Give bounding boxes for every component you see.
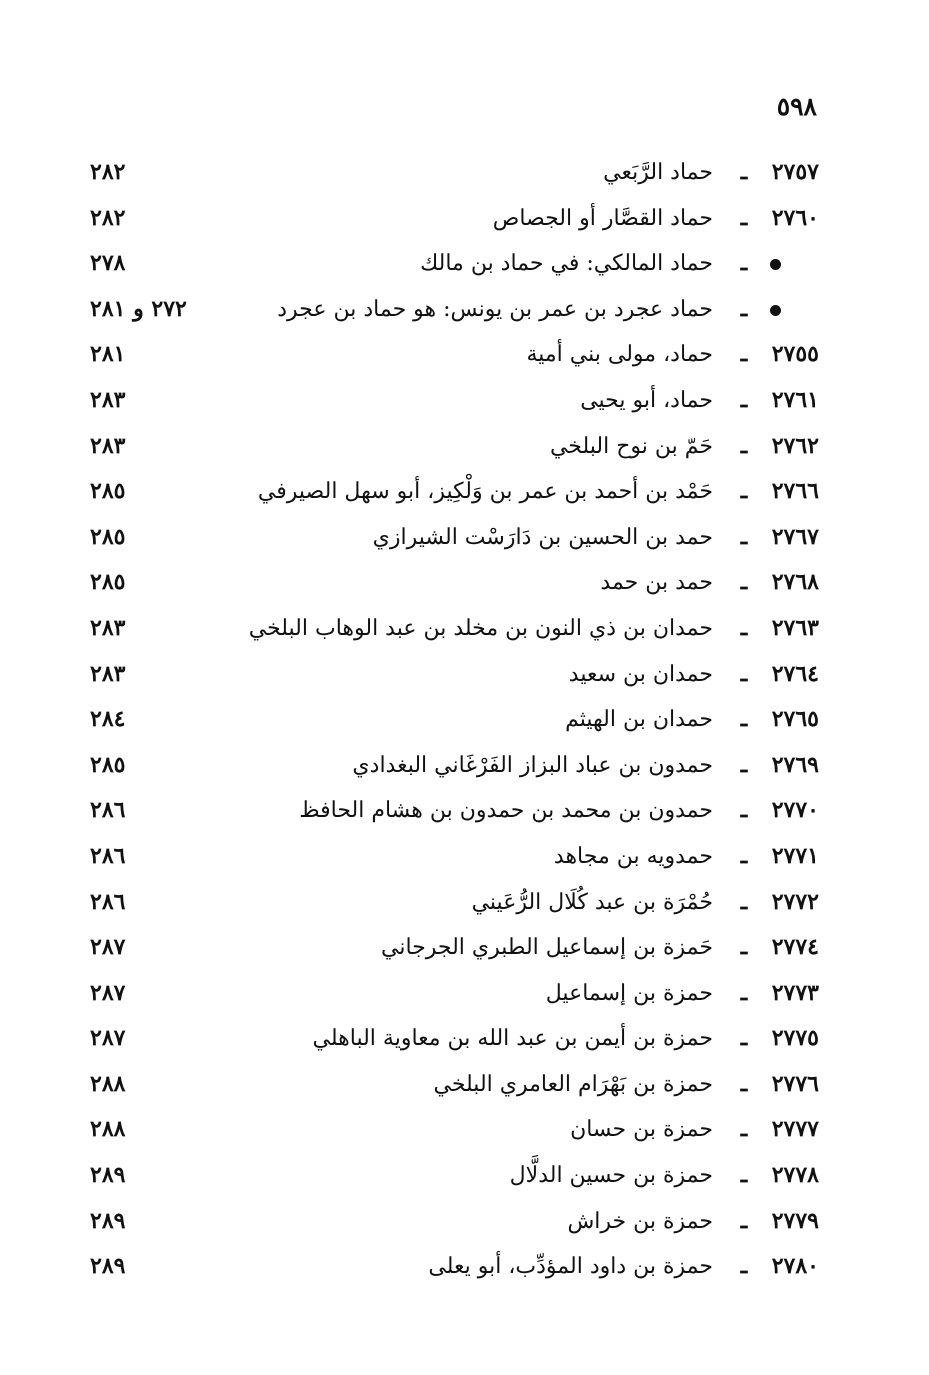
index-entry xyxy=(90,606,819,652)
entry-dash: ـ xyxy=(740,1070,748,1097)
entry-page-ref: ٢٨٦ xyxy=(90,797,126,824)
entry-number: ٢٧٧٥ xyxy=(771,1025,819,1052)
entry-number: ٢٧٦٨ xyxy=(771,569,819,596)
entry-number: ٢٧٦٣ xyxy=(771,614,819,641)
entry-name: حمدان بن ذي النون بن مخلد بن عبد الوهاب البلخي xyxy=(248,615,713,641)
entry-name: حَمزة بن إسماعيل الطبري الجرجاني xyxy=(381,935,713,961)
index-entry xyxy=(90,1199,819,1245)
bullet-icon xyxy=(770,305,781,316)
entry-number: ٢٧٧٣ xyxy=(771,979,819,1006)
entry-dash: ـ xyxy=(740,614,748,641)
index-entry xyxy=(90,925,819,971)
index-entry xyxy=(90,834,819,880)
entry-page-ref: ٢٨٧ xyxy=(90,979,126,1006)
entry-name: حمد بن حمد xyxy=(600,570,713,596)
index-entry xyxy=(90,196,819,242)
entry-name: حماد المالكي: في حماد بن مالك xyxy=(420,251,713,277)
entry-page-ref: ٢٨٣ xyxy=(90,614,126,641)
entry-number: ٢٧٧٦ xyxy=(771,1070,819,1097)
entry-name: حماد، أبو يحيى xyxy=(580,387,713,413)
entry-dash: ـ xyxy=(740,478,748,505)
entry-dash: ـ xyxy=(740,523,748,550)
entry-number: ٢٧٦٤ xyxy=(771,660,819,687)
entry-page-ref: ٢٨٦ xyxy=(90,888,126,915)
entry-dash: ـ xyxy=(740,797,748,824)
index-entry xyxy=(90,424,819,470)
entry-page-ref: ٢٧٨ xyxy=(90,250,126,277)
entry-page-ref: ٢٨٣ xyxy=(90,660,126,687)
entry-number: ٢٧٧٢ xyxy=(771,888,819,915)
index-entry xyxy=(90,332,819,378)
entry-name: حَمّ بن نوح البلخي xyxy=(549,433,713,459)
index-entry xyxy=(90,1107,819,1153)
entry-dash: ـ xyxy=(740,250,748,277)
entry-number: ٢٧٦٩ xyxy=(771,751,819,778)
entry-number: ٢٧٧٩ xyxy=(771,1207,819,1234)
entry-name: حمزة بن داود المؤدِّب، أبو يعلى xyxy=(428,1254,713,1280)
entry-name: حَمْد بن أحمد بن عمر بن وَلْكِيز، أبو سهل الصيرفي xyxy=(257,479,713,505)
entry-dash: ـ xyxy=(740,1025,748,1052)
index-entry xyxy=(90,469,819,515)
index-entry xyxy=(90,880,819,926)
index-entry-cross-ref xyxy=(90,287,819,333)
entry-page-ref: ٢٨٥ xyxy=(90,569,126,596)
index-entry xyxy=(90,1062,819,1108)
index-entry xyxy=(90,150,819,196)
entry-page-ref: ٢٨٧ xyxy=(90,934,126,961)
entry-page-ref: ٢٨٩ xyxy=(90,1162,126,1189)
entry-page-ref: ٢٨٦ xyxy=(90,842,126,869)
entry-name: حمزة بن خراش xyxy=(567,1208,713,1234)
index-entry xyxy=(90,1244,819,1290)
entry-number: ٢٧٦١ xyxy=(771,386,819,413)
entry-dash: ـ xyxy=(740,295,748,322)
entry-page-ref: ٢٨١ xyxy=(90,341,126,368)
index-entry xyxy=(90,652,819,698)
entry-dash: ـ xyxy=(740,159,748,185)
entry-name: حمد بن الحسين بن دَارَسْت الشيرازي xyxy=(372,524,713,550)
index-entry xyxy=(90,378,819,424)
entry-name: حمدان بن الهيثم xyxy=(565,707,713,733)
entry-name: حمدون بن عباد البزاز الفَرْغَاني البغدادي xyxy=(352,752,713,778)
entry-dash: ـ xyxy=(740,341,748,368)
entry-number: ٢٧٦٧ xyxy=(771,523,819,550)
entry-number: ٢٧٧٤ xyxy=(771,934,819,961)
entry-dash: ـ xyxy=(740,1207,748,1234)
entry-name: حماد الرَّبَعي xyxy=(603,160,713,185)
entry-name: حمدون بن محمد بن حمدون بن هشام الحافظ xyxy=(299,798,713,824)
entry-dash: ـ xyxy=(740,1162,748,1189)
entry-dash: ـ xyxy=(740,386,748,413)
entry-name: حمزة بن أيمن بن عبد الله بن معاوية الباهلي xyxy=(312,1026,713,1052)
index-entry-cross-ref xyxy=(90,241,819,287)
entry-name: حمزة بن حسين الدلَّال xyxy=(509,1163,713,1189)
index-entry xyxy=(90,697,819,743)
entry-page-ref: ٢٨٥ xyxy=(90,523,126,550)
entry-page-ref: ٢٨٧ xyxy=(90,1025,126,1052)
entry-number: ٢٧٥٧ xyxy=(771,159,819,185)
entry-dash: ـ xyxy=(740,706,748,733)
entry-number: ٢٧٧٨ xyxy=(771,1162,819,1189)
index-list xyxy=(90,150,819,1290)
index-entry xyxy=(90,560,819,606)
entry-dash: ـ xyxy=(740,660,748,687)
entry-number: ٢٧٧٧ xyxy=(771,1116,819,1143)
entry-dash: ـ xyxy=(740,1116,748,1143)
index-entry xyxy=(90,515,819,561)
entry-name: حمدان بن سعيد xyxy=(568,661,713,687)
entry-page-ref: ٢٨٢ xyxy=(90,204,126,231)
entry-number: ٢٧٦٠ xyxy=(771,204,819,231)
entry-number: ٢٧٦٢ xyxy=(771,432,819,459)
entry-name: حمدويه بن مجاهد xyxy=(553,843,713,869)
entry-page-ref: ٢٨٥ xyxy=(90,478,126,505)
entry-dash: ـ xyxy=(740,432,748,459)
entry-dash: ـ xyxy=(740,888,748,915)
index-entry xyxy=(90,743,819,789)
entry-page-ref: ٢٨٢ xyxy=(90,159,126,185)
entry-name: حمزة بن بَهْرَام العامري البلخي xyxy=(433,1071,713,1097)
bullet-icon xyxy=(770,259,781,270)
entry-dash: ـ xyxy=(740,934,748,961)
entry-number: ٢٧٧٠ xyxy=(771,797,819,824)
entry-dash: ـ xyxy=(740,204,748,231)
entry-number: ٢٧٨٠ xyxy=(771,1253,819,1280)
entry-name: حُمْرَة بن عبد كُلَال الرُّعَيني xyxy=(471,889,713,915)
entry-number: ٢٧٥٥ xyxy=(771,341,819,368)
entry-page-ref: ٢٨٩ xyxy=(90,1207,126,1234)
entry-dash: ـ xyxy=(740,569,748,596)
entry-name: حماد القصَّار أو الجصاص xyxy=(492,205,713,231)
page-number: ٥٩٨ xyxy=(776,92,817,121)
entry-page-ref: ٢٨٣ xyxy=(90,386,126,413)
entry-name: حمزة بن حسان xyxy=(570,1117,713,1143)
entry-number: ٢٧٦٥ xyxy=(771,706,819,733)
entry-dash: ـ xyxy=(740,1253,748,1280)
index-entry xyxy=(90,788,819,834)
entry-number: ٢٧٦٦ xyxy=(771,478,819,505)
index-entry xyxy=(90,1016,819,1062)
entry-page-ref: ٢٨٩ xyxy=(90,1253,126,1280)
entry-page-ref: ٢٨٥ xyxy=(90,751,126,778)
entry-page-ref: ٢٨٤ xyxy=(90,706,126,733)
entry-page-ref: ٢٨٨ xyxy=(90,1070,126,1097)
index-entry xyxy=(90,1153,819,1199)
entry-page-ref: ٢٨٣ xyxy=(90,432,126,459)
entry-page-ref: ٢٨٨ xyxy=(90,1116,126,1143)
entry-number: ٢٧٧١ xyxy=(771,842,819,869)
entry-name: حمزة بن إسماعيل xyxy=(545,980,713,1006)
entry-dash: ـ xyxy=(740,979,748,1006)
entry-name: حماد، مولى بني أمية xyxy=(526,342,713,368)
entry-dash: ـ xyxy=(740,842,748,869)
entry-page-ref: ٢٧٢ و ٢٨١ xyxy=(90,295,187,322)
entry-name: حماد عجرد بن عمر بن يونس: هو حماد بن عجرد xyxy=(277,296,713,322)
index-entry xyxy=(90,971,819,1017)
entry-dash: ـ xyxy=(740,751,748,778)
